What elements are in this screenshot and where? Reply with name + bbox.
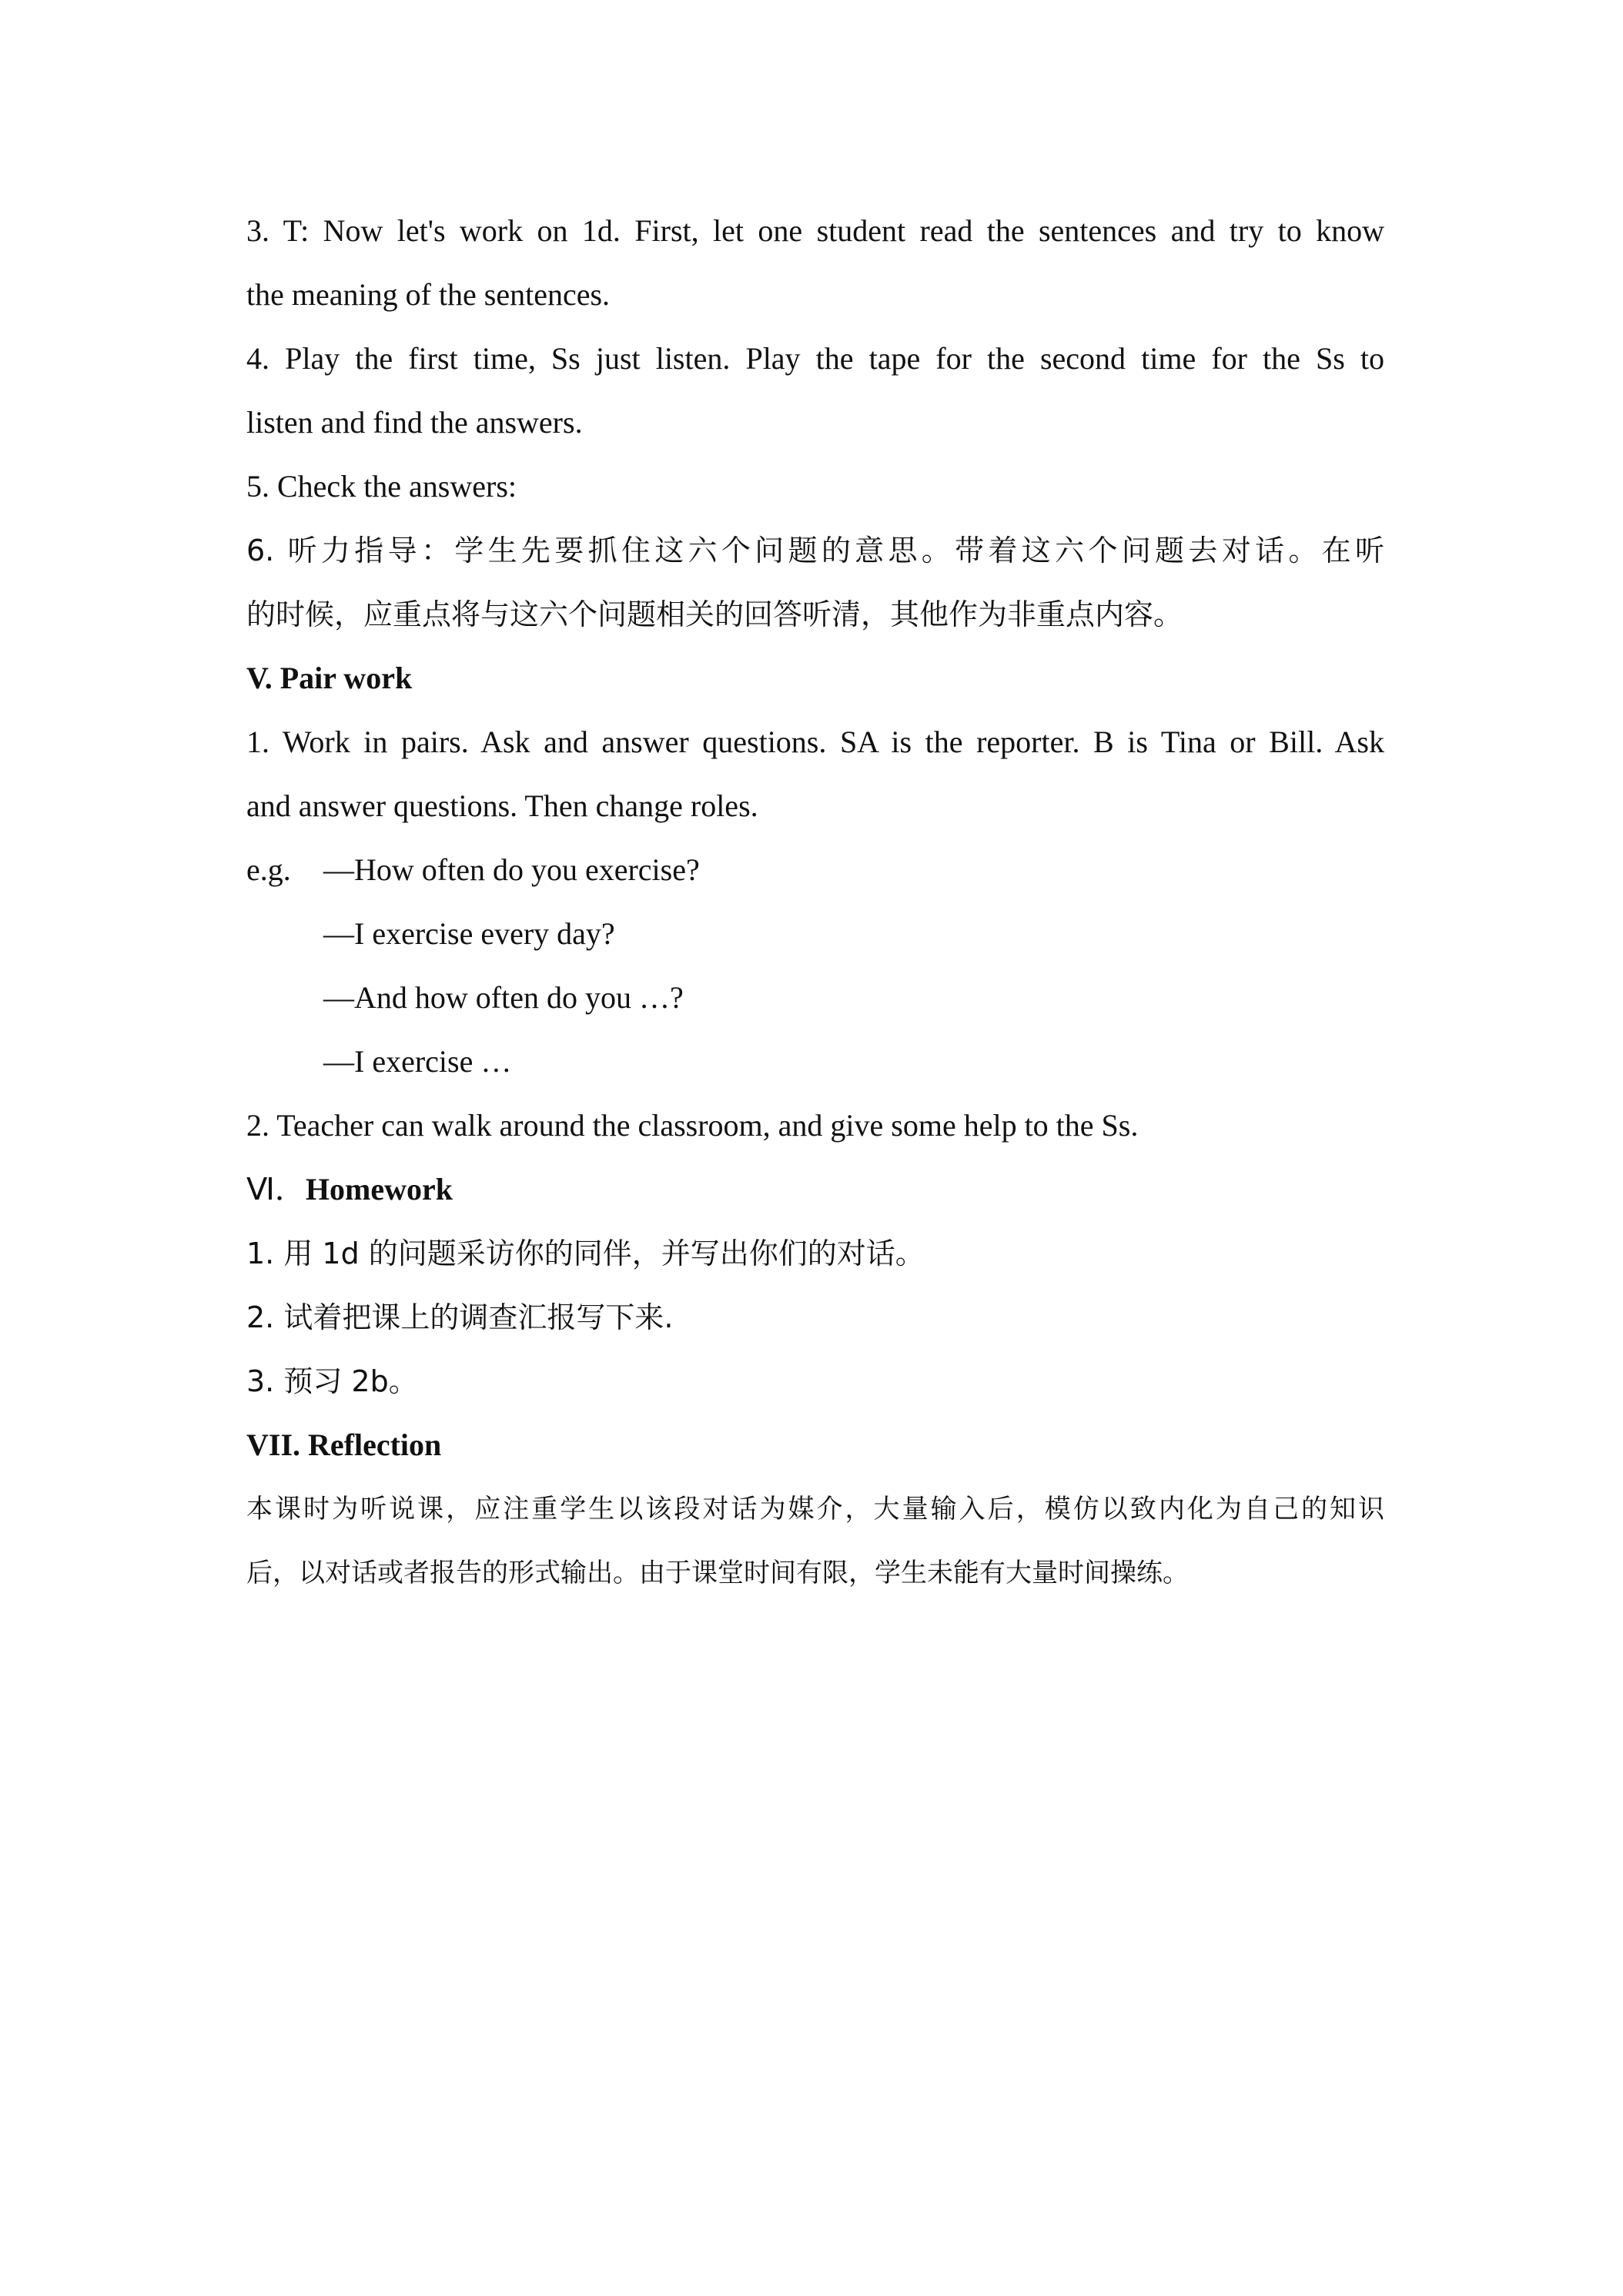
step6-line1: 6. 听力指导：学生先要抓住这六个问题的意思。带着这六个问题去对话。在听 bbox=[246, 534, 1384, 567]
step6-line2: 的时候，应重点将与这六个问题相关的回答听清，其他作为非重点内容。 bbox=[246, 597, 1183, 631]
pair-work-item1-line1: 1. Work in pairs. Ask and answer questions. SA is the reporter. B is Tina or Bill. Ask bbox=[246, 725, 1384, 759]
step4-line2: listen and find the answers. bbox=[246, 405, 583, 440]
step5-text: 5. Check the answers: bbox=[246, 469, 517, 504]
dialogue-line: —And how often do you …? bbox=[323, 980, 684, 1015]
homework-item2: 2. 试着把课上的调查汇报写下来. bbox=[246, 1300, 674, 1334]
pair-work-heading: V. Pair work bbox=[246, 661, 413, 695]
reflection-line1: 本课时为听说课，应注重学生以该段对话为媒介，大量输入后，模仿以致内化为自己的知识 bbox=[246, 1494, 1384, 1525]
homework-heading bbox=[246, 1171, 453, 1208]
dialogue-line: —I exercise … bbox=[323, 1044, 512, 1079]
homework-item1: 1. 用 1d 的问题采访你的同伴，并写出你们的对话。 bbox=[246, 1237, 925, 1270]
step4-line1: 4. Play the first time, Ss just listen. Play the tape for the second time for the Ss to bbox=[246, 341, 1384, 376]
reflection-line2: 后，以对话或者报告的形式输出。由于课堂时间有限，学生未能有大量时间操练。 bbox=[246, 1558, 1189, 1588]
example-label: e.g. bbox=[246, 852, 291, 887]
dialogue-line: —How often do you exercise? bbox=[323, 852, 700, 887]
homework-heading-word: Homework bbox=[305, 1172, 453, 1207]
dialogue-line: —I exercise every day? bbox=[323, 916, 615, 951]
reflection-heading: VII. Reflection bbox=[246, 1427, 442, 1462]
homework-heading-numeral: Ⅵ． bbox=[246, 1172, 306, 1207]
step3-line2: the meaning of the sentences. bbox=[246, 277, 611, 312]
homework-item3: 3. 预习 2b。 bbox=[246, 1364, 418, 1398]
pair-work-item2: 2. Teacher can walk around the classroom, and give some help to the Ss. bbox=[246, 1108, 1139, 1143]
pair-work-item1-line2: and answer questions. Then change roles. bbox=[246, 788, 758, 823]
step3-line1: 3. T: Now let's work on 1d. First, let one student read the sentences and try to know bbox=[246, 213, 1384, 248]
